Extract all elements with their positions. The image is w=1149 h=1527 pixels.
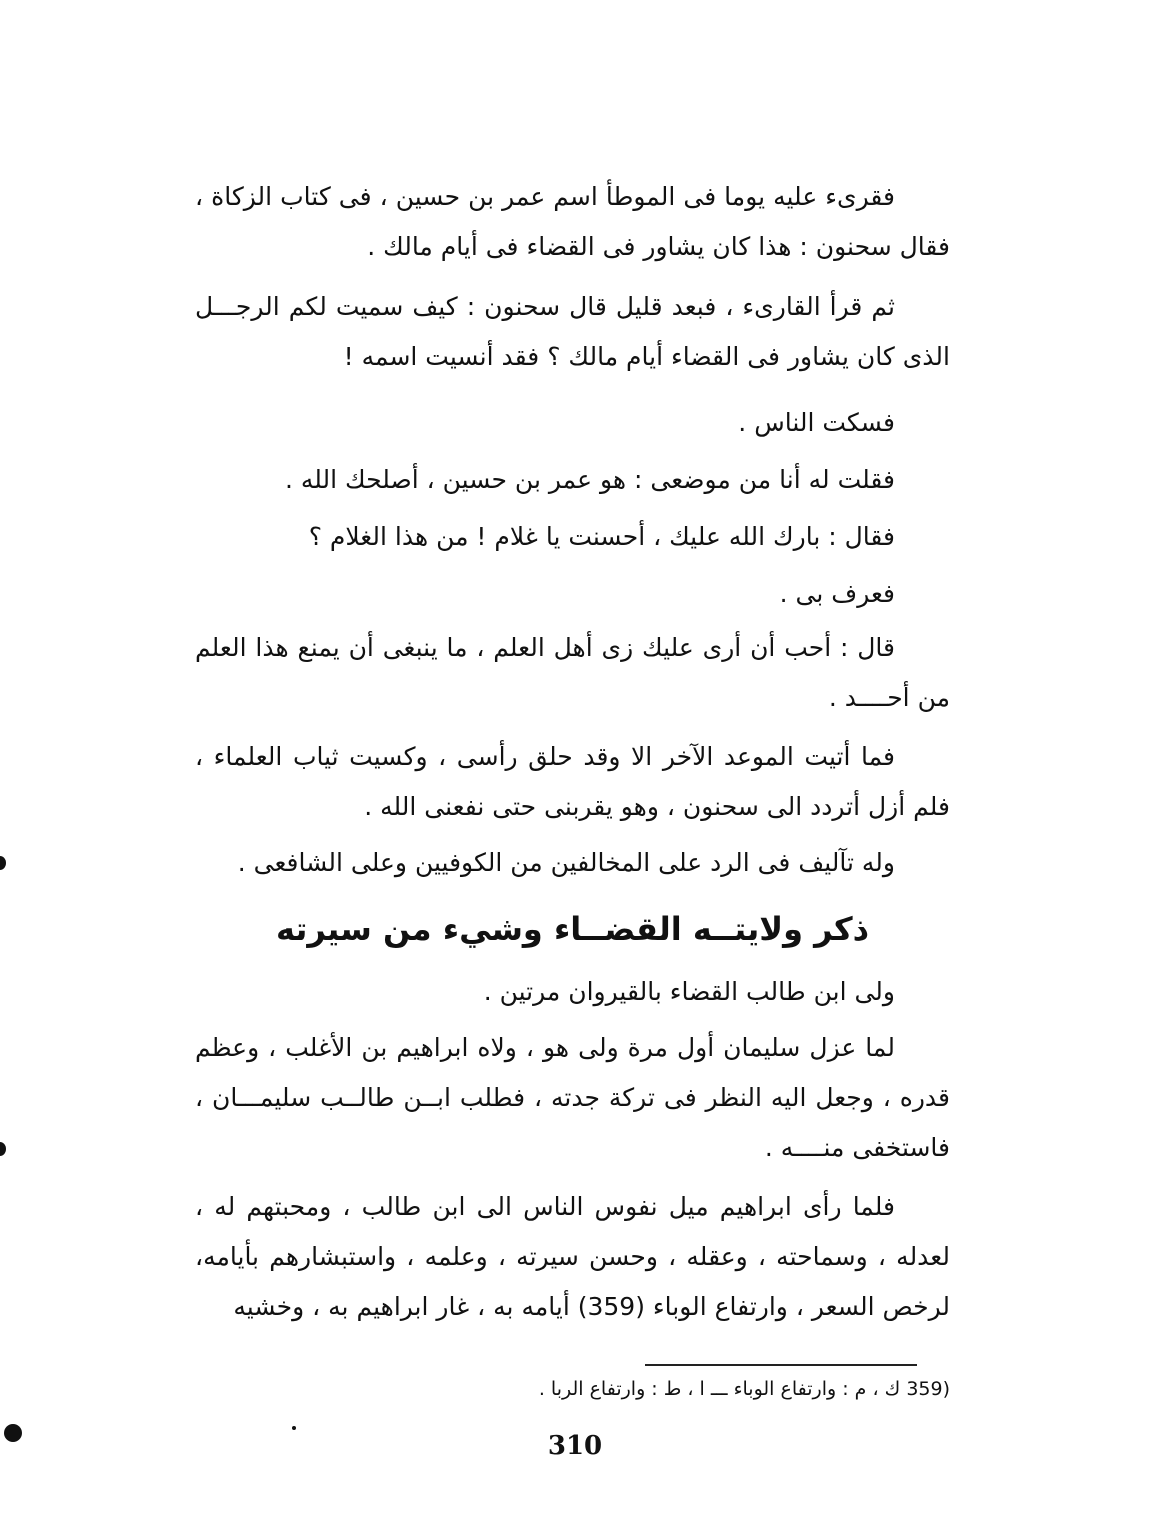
paragraph-5: فقال : بارك الله عليك ، أحسنت يا غلام ! من هذا الغلام ؟: [308, 522, 895, 551]
paragraph-7: قال : أحب أن أرى عليك زى أهل العلم ، ما ينبغى أن يمنع هذا العلم من أحــــد .: [195, 633, 950, 712]
paragraph-11: لما عزل سليمان أول مرة ولى هو ، ولاه ابراهيم بن الأغلب ، وعظم قدره ، وجعل اليه النظر فى تركة جدته ، فطلب ابــن طالــب سليمـــان ، فاستخفى منــــه .: [195, 1033, 950, 1162]
paragraph-10: ولى ابن طالب القضاء بالقيروان مرتين .: [483, 977, 895, 1006]
footnote: (359 ك ، م : وارتفاع الوباء ـــ ا ، ط : وارتفاع الربا .: [538, 1378, 950, 1400]
paragraph-3: فسكت الناس .: [738, 408, 895, 437]
paragraph-8: فما أتيت الموعد الآخر الا وقد حلق رأسى ، وكسيت ثياب العلماء ، فلم أزل أتردد الى سحنون ، وهو يقربنى حتى نفعنى الله .: [195, 742, 950, 821]
paragraph-2: ثم قرأ القارىء ، فبعد قليل قال سحنون : كيف سميت لكم الرجـــل الذى كان يشاور فى القضاء أيام مالك ؟ فقد أنسيت اسمه !: [195, 292, 950, 371]
paragraph-6: فعرف بى .: [779, 579, 895, 608]
paragraph-9: وله تآليف فى الرد على المخالفين من الكوفيين وعلى الشافعى .: [237, 848, 895, 877]
footnote-divider: [645, 1364, 917, 1366]
paragraph-1: فقرىء عليه يوما فى الموطأ اسم عمر بن حسين ، فى كتاب الزكاة ، فقال سحنون : هذا كان يشاور فى القضاء فى أيام مالك .: [195, 182, 950, 261]
paragraph-12: فلما رأى ابراهيم ميل نفوس الناس الى ابن طالب ، ومحبتهم له ، لعدله ، وسماحته ، وعقله ، وحسن سيرته ، وعلمه ، واستبشارهم بأيامه، لرخص السعر ، وارتفاع الوباء (359) أيامه به ، غار ابراهيم به ، وخشيه: [195, 1192, 950, 1321]
section-heading: ذكر ولايتــه القضــاء وشيء من سيرته: [275, 910, 870, 948]
paragraph-4: فقلت له أنا من موضعى : هو عمر بن حسين ، أصلحك الله .: [284, 465, 895, 494]
scan-speck: [4, 1424, 22, 1442]
page-number: 310: [547, 1431, 603, 1461]
scan-speck: [292, 1426, 296, 1430]
scan-speck: [0, 856, 6, 870]
scan-speck: [0, 1142, 6, 1156]
